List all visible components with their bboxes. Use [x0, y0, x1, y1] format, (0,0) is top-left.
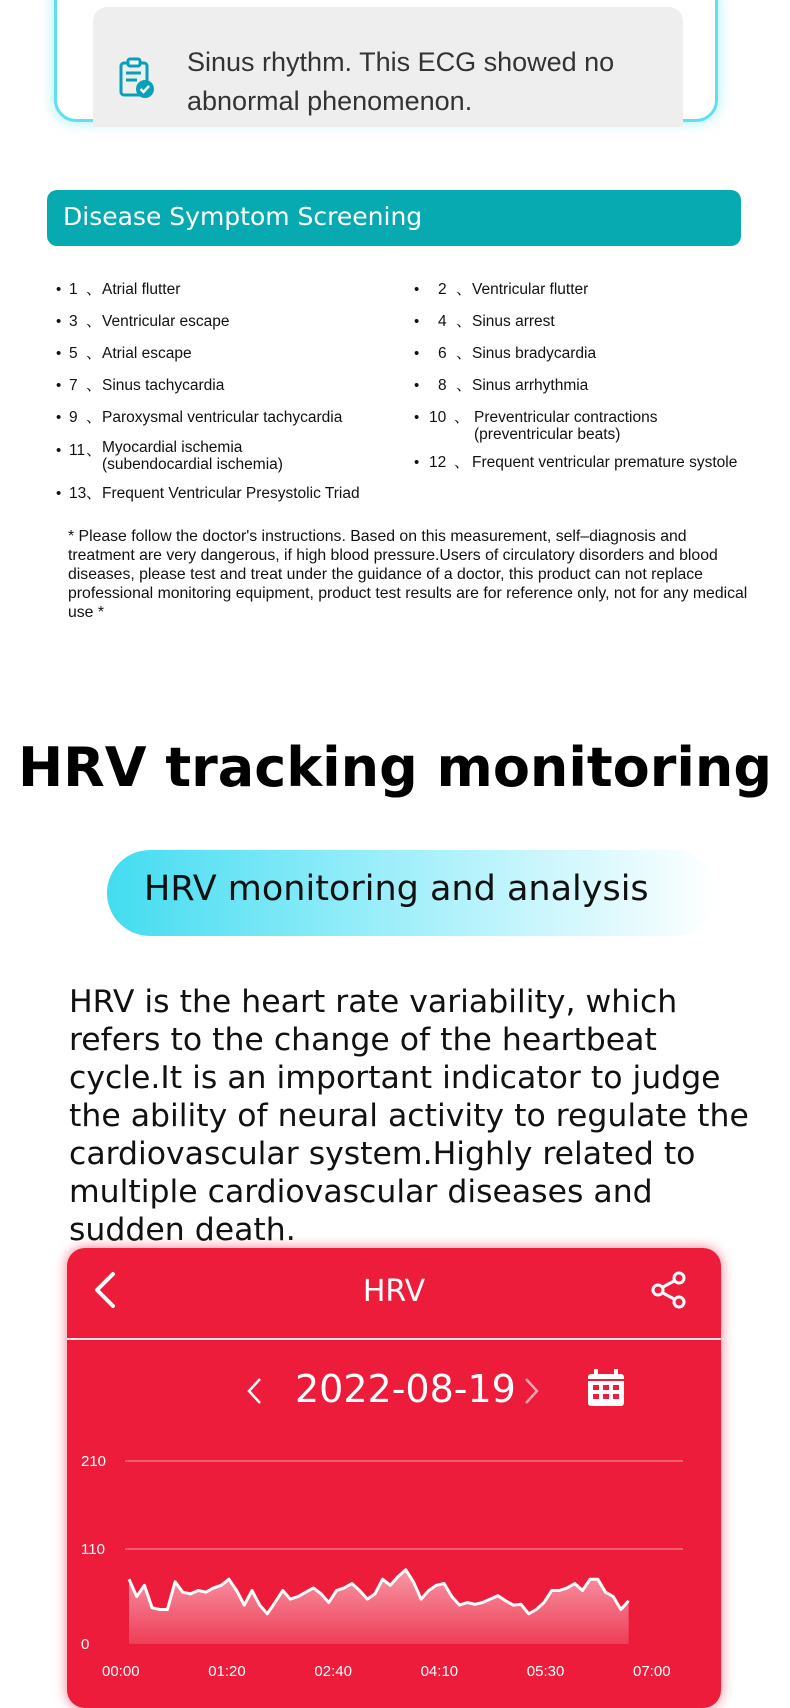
x-tick-label: 05:30 [526, 1663, 565, 1680]
y-tick-label: 110 [81, 1541, 105, 1558]
bullet-icon: • [56, 409, 62, 426]
bullet-icon: • [56, 313, 62, 330]
bullet-icon: • [414, 454, 420, 471]
screening-title: Disease Symptom Screening [63, 202, 423, 231]
hrv-app-screen [67, 1248, 721, 1708]
x-tick-label: 04:10 [420, 1663, 459, 1680]
app-title: HRV [362, 1274, 426, 1309]
bullet-icon: • [56, 377, 62, 394]
bullet-icon: • [56, 281, 62, 298]
ecg-result-card [54, 0, 718, 122]
y-tick-label: 210 [81, 1453, 107, 1470]
clipboard-check-icon [117, 57, 157, 99]
bullet-icon: • [414, 281, 420, 298]
subtitle-pill [107, 850, 717, 936]
x-tick-label: 01:20 [208, 1663, 246, 1680]
hrv-area [129, 1570, 629, 1644]
ecg-result-panel [93, 7, 683, 127]
bullet-icon: • [56, 485, 62, 502]
disclaimer-text: * Please follow the doctor's instructions. Based on this measurement, self–diagnosis and treatment are very dangerous, if high blood pressure.Users of circulatory disorders and blood diseases, please test and treat under the guidance of a doctor, this product can not replace professional monitoring equipment, product test results are for reference only, not for any medical use * [68, 528, 748, 621]
bullet-icon: • [56, 345, 62, 362]
x-tick-label: 02:40 [314, 1663, 352, 1680]
bullet-icon: • [56, 442, 62, 459]
bullet-icon: • [414, 313, 420, 330]
hrv-chart [67, 1248, 721, 1708]
bullet-icon: • [414, 377, 420, 394]
section-title: HRV tracking monitoring [17, 736, 773, 799]
y-tick-label: 0 [81, 1636, 90, 1653]
date-display[interactable]: 2022-08-19 [295, 1367, 516, 1411]
subtitle-text: HRV monitoring and analysis [144, 869, 649, 909]
x-tick-label: 00:00 [102, 1663, 140, 1680]
bullet-icon: • [414, 409, 420, 426]
x-tick-label: 07:00 [633, 1663, 671, 1680]
screening-header [47, 190, 741, 246]
bullet-icon: • [414, 345, 420, 362]
ecg-result-text: Sinus rhythm. This ECG showed no abnormal phenomenon. [187, 47, 615, 116]
hrv-description: HRV is the heart rate variability, which refers to the change of the heartbeat cycle.It is an important indicator to judge the ability of neural activity to regulate the cardiovascular system.Highly related to multiple cardiovascular diseases and sudden death. [69, 984, 749, 1248]
